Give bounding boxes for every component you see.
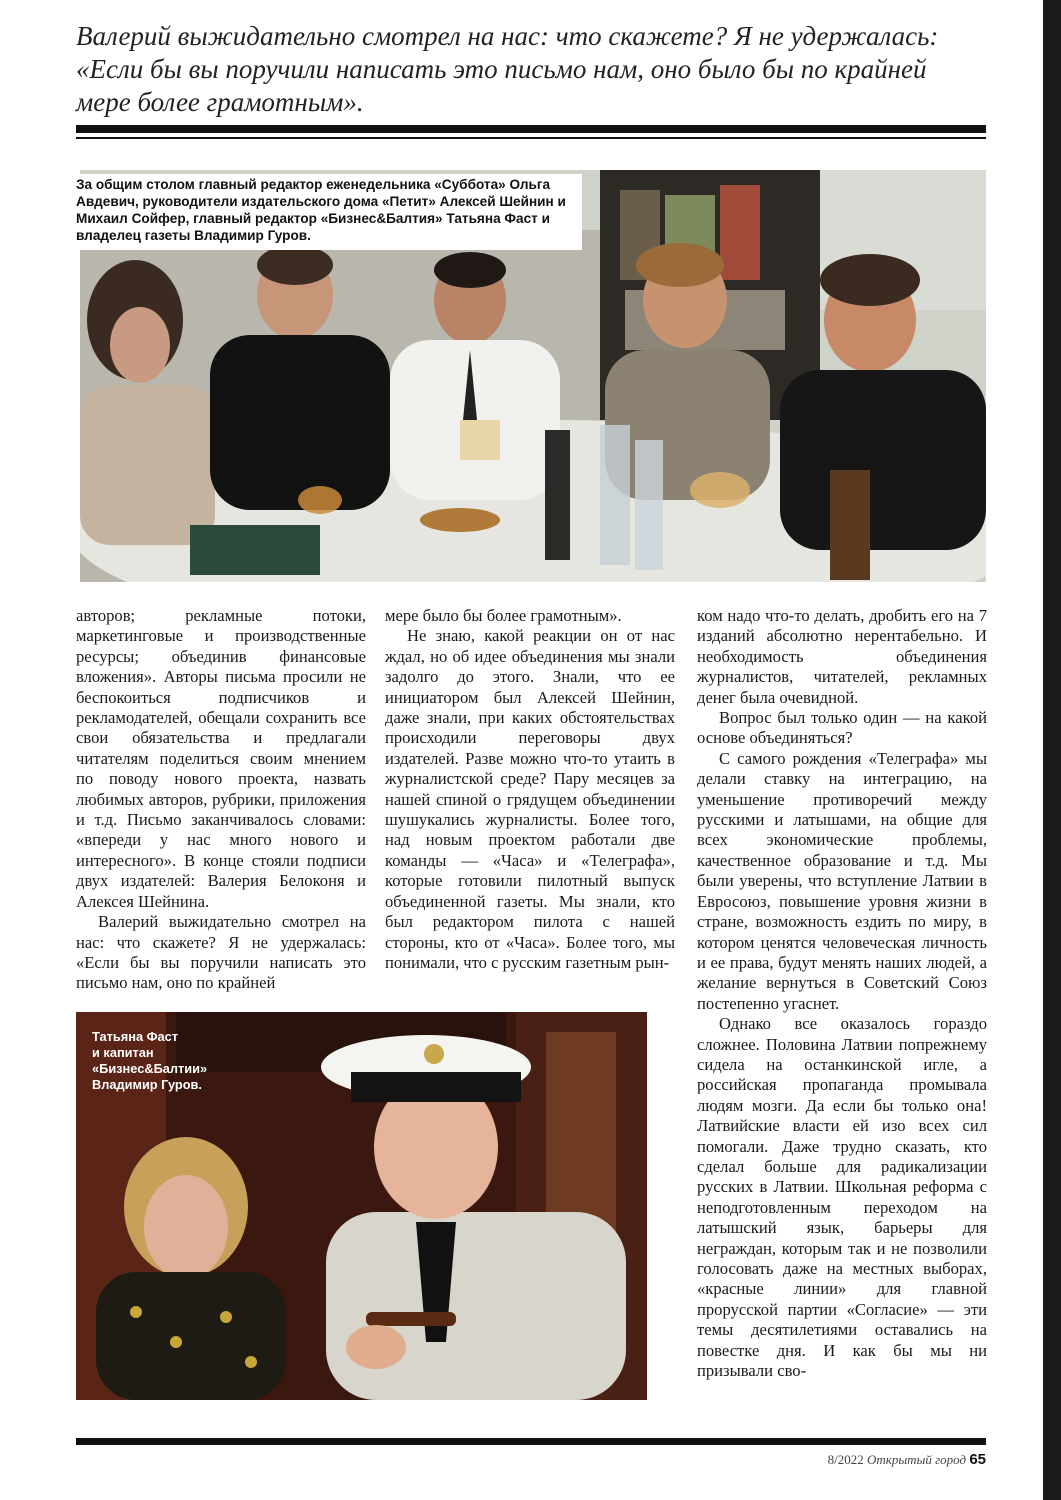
pull-quote <box>76 20 996 119</box>
divider-thick <box>76 125 986 133</box>
pull-quote-line-1: Валерий выжидательно смотрел на нас: что скажете? Я не удержалась: <box>76 21 939 51</box>
paragraph: Валерий выжидательно смотрел на нас: что скажете? Я не удержалась: «Если бы вы поручили написать это письмо нам, оно по крайней <box>76 912 366 993</box>
caption-line: «Бизнес&Балтии» <box>92 1061 208 1076</box>
text-column-3 <box>697 606 987 1381</box>
page-number: 65 <box>969 1451 986 1468</box>
page-edge-bar <box>1043 0 1061 1500</box>
photo-caption-meeting: За общим столом главный редактор еженедельника «Суббота» Ольга Авдевич, руководители издательского дома «Петит» Алексей Шейнин и Михаил Сойфер, главный редактор «Бизнес&Балтия» Татьяна Фаст и владелец газеты Владимир Гуров. <box>76 174 582 250</box>
text-column-2 <box>385 606 675 973</box>
caption-line: Владимир Гуров. <box>92 1077 202 1092</box>
pull-quote-line-3: мере более грамотным». <box>76 87 364 117</box>
magazine-name: Открытый город <box>866 1452 967 1467</box>
paragraph: Не знаю, какой реакции он от нас ждал, но об идее объединения мы знали задолго до этого. Знали, что ее инициатором был Алексей Шейнин, даже знали, при каких обстоятельствах происходили переговоры двух издателей. Разве можно что-то утаить в журналистской среде? Пару месяцев за нашей спиной о грядущем объединении шушукались журналисты. Более того, над новым проектом работали две команды — «Часа» и «Телеграфа», которые готовили пилотный выпуск объединенной газеты. Мы знали, кто был редактором пилота с нашей стороны, кто от «Часа». Более того, мы понимали, что с русским газетным рын- <box>385 626 675 972</box>
text-column-1 <box>76 606 366 994</box>
photo-caption-captain <box>92 1029 262 1093</box>
paragraph: Вопрос был только один — на какой основе объединяться? <box>697 708 987 748</box>
paragraph: Однако все оказалось гораздо сложнее. Половина Латвии попрежнему сидела на останкинской игле, а российская пропаганда промывала людям мозги. Да если бы только она! Латвийские власти ей изо всех сил помогали. Даже трудно сказать, кто сделал больше для радикализации русских в Латвии. Школьная реформа с неподготовленным переходом на латышский язык, барьеры для неграждан, которым так и не позволили голосовать даже на местных выборах, «красные линии» для главной прорусской партии «Согласие» — эти темы десятилетиями оставались на повестке дня. И как бы мы ни призывали сво- <box>697 1014 987 1381</box>
paragraph: ком надо что-то делать, дробить его на 7 изданий абсолютно нерентабельно. И необходимость объединения журналистов, читателей, рекламных денег была очевидной. <box>697 606 987 707</box>
paragraph: мере было бы более грамотным». <box>385 606 622 625</box>
issue-number: 8/2022 <box>827 1452 864 1467</box>
footer-divider <box>76 1438 986 1445</box>
caption-line: Татьяна Фаст <box>92 1029 179 1044</box>
caption-line: и капитан <box>92 1045 154 1060</box>
pull-quote-line-2: «Если бы вы поручили написать это письмо нам, оно было бы по крайней <box>76 54 927 84</box>
divider-thin <box>76 137 986 139</box>
paragraph: авторов; рекламные потоки, маркетинговые и производственные ресурсы; объединив финансовые вложения». Авторы письма просили не беспокоиться подписчиков и рекламодателей, обещали сохранить все свои обязательства и предлагали читателям поделиться своим мнением по поводу нового проекта, назвать любимых авторов, рубрики, приложения и т.д. Письмо заканчивалось словами: «впереди у нас много нового и интересного». В конце стояли подписи двух издателей: Валерия Белоконя и Алексея Шейнина. <box>76 606 366 911</box>
page-footer <box>828 1451 986 1468</box>
paragraph: С самого рождения «Телеграфа» мы делали ставку на интеграцию, на уменьшение противоречий между русскими и латышами, на общие для всех экономические проблемы, качественное образование и т.д. Мы были уверены, что вступление Латвии в Евросоюз, повышение уровня жизни в стране, возможность ездить по миру, в котором ценятся человеческая личность и ее права, будут менять наших людей, а желание вернуться в Советский Союз постепенно угаснет. <box>697 748 987 1013</box>
